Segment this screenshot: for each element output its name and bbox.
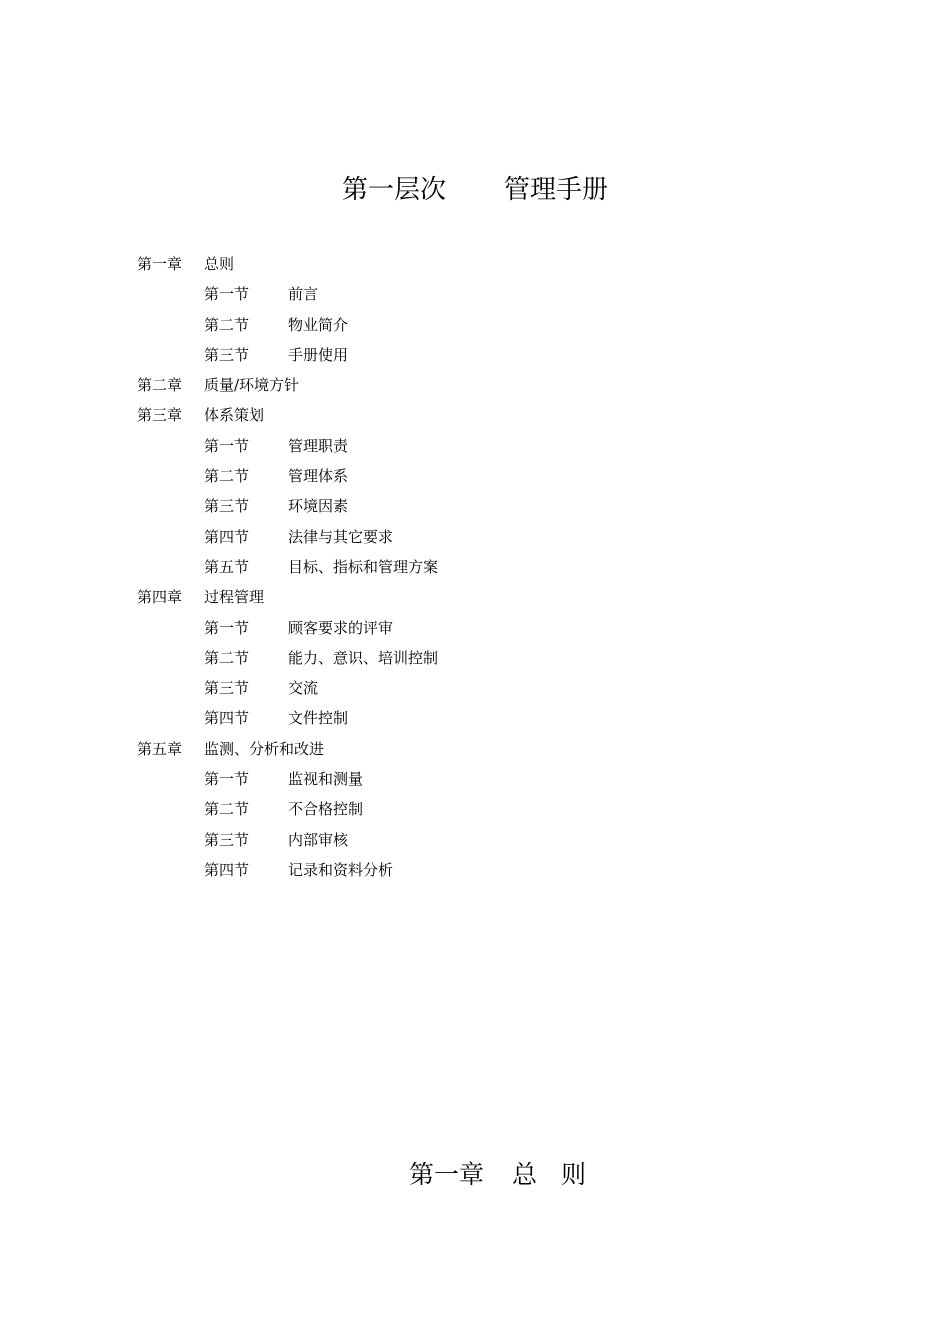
toc-section-number: 第三节 xyxy=(204,345,250,364)
toc-chapter-title: 监测、分析和改进 xyxy=(204,739,325,758)
toc-chapter-number: 第四章 xyxy=(137,588,183,607)
toc-section-title: 能力、意识、培训控制 xyxy=(288,648,439,667)
chapter-heading-title-char-1: 总 xyxy=(512,1160,538,1189)
toc-section-number: 第五节 xyxy=(204,557,250,576)
table-of-contents xyxy=(0,249,950,885)
toc-section-row xyxy=(0,613,950,643)
toc-section-row xyxy=(0,855,950,885)
toc-section-row xyxy=(0,522,950,552)
toc-section-title: 监视和测量 xyxy=(288,770,364,789)
toc-section-row xyxy=(0,643,950,673)
toc-chapter-title: 过程管理 xyxy=(204,588,265,607)
toc-chapter-row xyxy=(0,734,950,764)
toc-chapter-title: 体系策划 xyxy=(204,406,265,425)
chapter-heading-number: 第一章 xyxy=(409,1160,485,1189)
toc-section-number: 第二节 xyxy=(204,648,250,667)
toc-chapter-row xyxy=(0,249,950,279)
toc-chapter-row xyxy=(0,370,950,400)
toc-section-row xyxy=(0,340,950,370)
toc-chapter-number: 第三章 xyxy=(137,406,183,425)
toc-section-title: 手册使用 xyxy=(288,345,349,364)
toc-section-row xyxy=(0,279,950,309)
toc-section-number: 第四节 xyxy=(204,527,250,546)
toc-chapter-title: 总则 xyxy=(204,255,235,273)
toc-section-title: 前言 xyxy=(288,285,319,304)
toc-section-number: 第三节 xyxy=(204,497,250,516)
toc-section-title: 记录和资料分析 xyxy=(288,860,394,879)
toc-section-number: 第一节 xyxy=(204,618,250,637)
toc-section-row xyxy=(0,461,950,491)
toc-section-title: 管理职责 xyxy=(288,436,349,455)
toc-section-title: 顾客要求的评审 xyxy=(288,618,394,637)
toc-section-title: 法律与其它要求 xyxy=(288,527,394,546)
toc-section-row xyxy=(0,764,950,794)
chapter-heading-title-char-2: 则 xyxy=(561,1160,587,1189)
toc-section-row xyxy=(0,491,950,521)
toc-section-number: 第一节 xyxy=(204,436,250,455)
toc-section-number: 第四节 xyxy=(204,709,250,728)
toc-chapter-row xyxy=(0,400,950,430)
toc-chapter-number: 第二章 xyxy=(137,376,183,395)
toc-section-row xyxy=(0,825,950,855)
toc-section-title: 物业简介 xyxy=(288,315,349,334)
document-title-level: 第一层次 xyxy=(341,175,446,205)
toc-section-row xyxy=(0,552,950,582)
toc-chapter-number: 第一章 xyxy=(137,255,183,273)
toc-chapter-number: 第五章 xyxy=(137,739,183,758)
document-title-name: 管理手册 xyxy=(504,175,609,205)
toc-section-row xyxy=(0,794,950,824)
toc-section-row xyxy=(0,431,950,461)
toc-section-number: 第三节 xyxy=(204,830,250,849)
toc-section-title: 管理体系 xyxy=(288,467,349,486)
toc-section-number: 第二节 xyxy=(204,800,250,819)
toc-section-title: 文件控制 xyxy=(288,709,349,728)
toc-section-number: 第二节 xyxy=(204,315,250,334)
toc-section-row xyxy=(0,703,950,733)
toc-section-number: 第四节 xyxy=(204,860,250,879)
document-title xyxy=(0,170,950,210)
toc-section-title: 环境因素 xyxy=(288,497,349,516)
toc-section-title: 内部审核 xyxy=(288,830,349,849)
toc-section-title: 不合格控制 xyxy=(288,800,364,819)
toc-chapter-title: 质量/环境方针 xyxy=(204,376,300,395)
toc-section-title: 交流 xyxy=(288,679,319,698)
toc-chapter-row xyxy=(0,582,950,612)
toc-section-number: 第二节 xyxy=(204,467,250,486)
toc-section-number: 第一节 xyxy=(204,770,250,789)
toc-section-number: 第一节 xyxy=(204,285,250,304)
toc-section-title: 目标、指标和管理方案 xyxy=(288,557,439,576)
toc-section-number: 第三节 xyxy=(204,679,250,698)
toc-section-row xyxy=(0,310,950,340)
toc-section-row xyxy=(0,673,950,703)
